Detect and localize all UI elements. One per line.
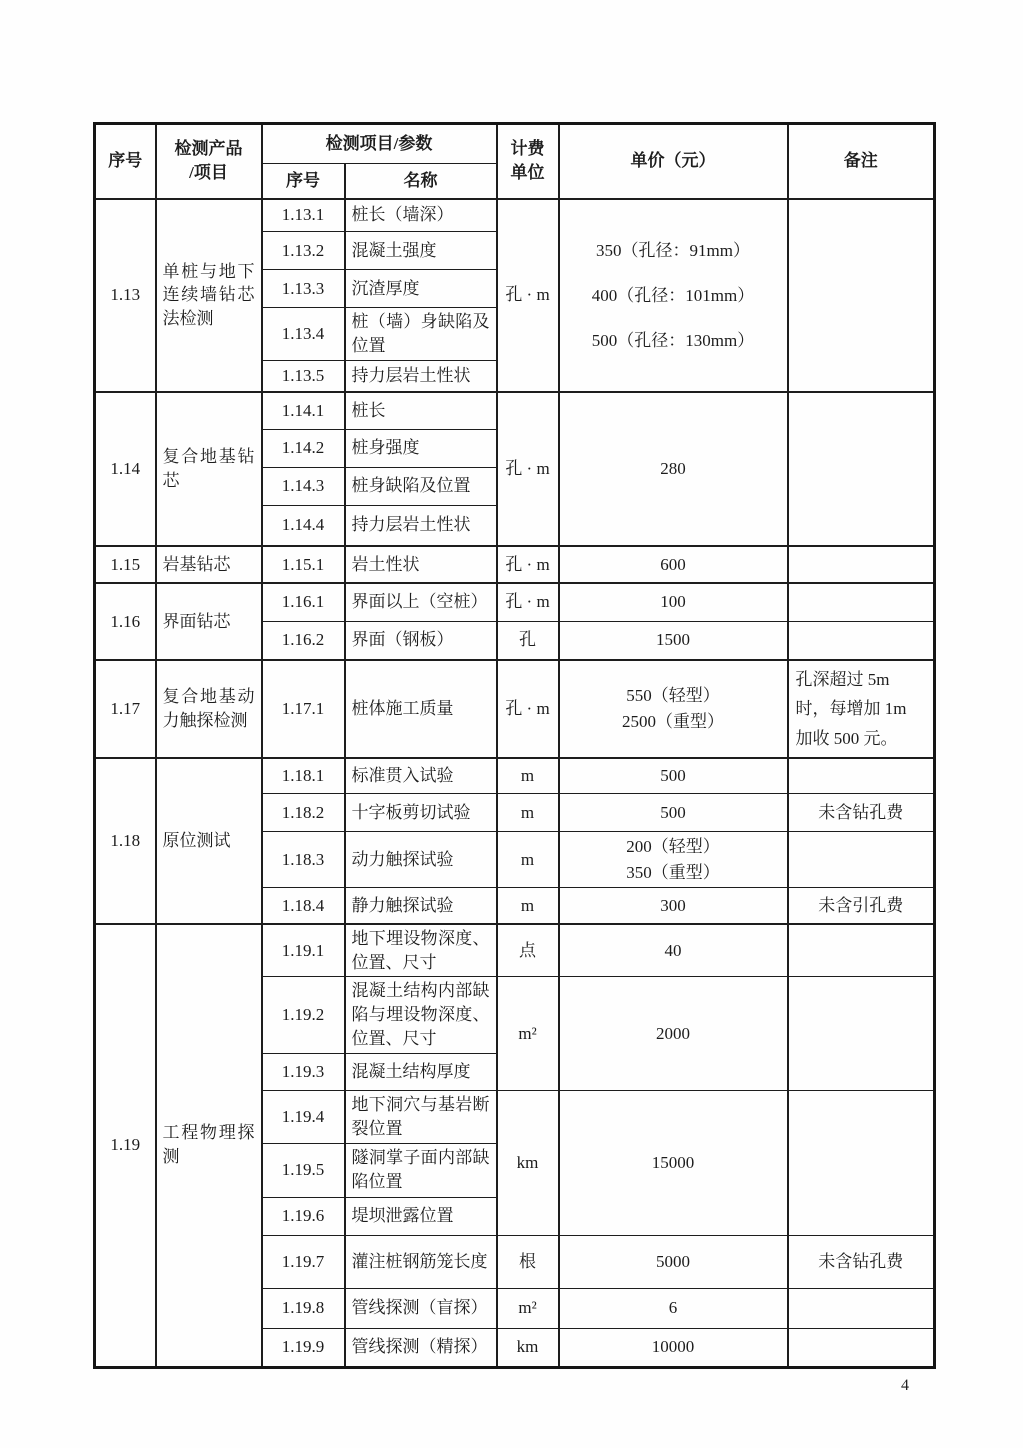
header-name: 名称: [345, 164, 497, 199]
cell-price: 1500: [559, 621, 788, 660]
cell-item-id: 1.19.7: [262, 1235, 345, 1288]
cell-item-name: 桩身强度: [345, 429, 497, 467]
cell-price: 280: [559, 392, 788, 546]
cell-item-name: 混凝土结构厚度: [345, 1053, 497, 1090]
cell-item-name: 桩体施工质量: [345, 660, 497, 758]
cell-product: 单桩与地下连续墙钻芯法检测: [156, 199, 262, 393]
cell-item-id: 1.19.8: [262, 1288, 345, 1328]
price-line: 500（孔径：130mm）: [591, 330, 755, 350]
cell-item-name: 桩长: [345, 392, 497, 429]
cell-item-id: 1.18.3: [262, 832, 345, 888]
cell-item-name: 界面（钢板）: [345, 621, 497, 660]
cell-item-id: 1.19.9: [262, 1328, 345, 1367]
cell-item-name: 混凝土结构内部缺陷与埋设物深度、位置、尺寸: [345, 977, 497, 1053]
cell-item-id: 1.13.4: [262, 308, 345, 361]
cell-item-name: 持力层岩土性状: [345, 360, 497, 392]
cell-price: 300: [559, 888, 788, 924]
cell-unit: 孔 · m: [497, 660, 559, 758]
cell-item-name: 地下埋设物深度、位置、尺寸: [345, 924, 497, 977]
cell-section-id: 1.17: [95, 660, 156, 758]
cell-remark: [788, 924, 935, 977]
header-sub-xuhao: 序号: [262, 164, 345, 199]
header-unit-line2: 单位: [510, 163, 545, 183]
cell-unit: m: [497, 888, 559, 924]
cell-unit: 根: [497, 1235, 559, 1288]
header-unit: [497, 124, 559, 199]
cell-product: 原位测试: [156, 758, 262, 924]
cell-item-id: 1.19.2: [262, 977, 345, 1053]
price-line: 350（孔径：91mm）: [596, 240, 750, 260]
cell-item-id: 1.13.1: [262, 199, 345, 232]
cell-remark: 孔深超过 5m 时，每增加 1m 加收 500 元。: [788, 660, 935, 758]
cell-remark: [788, 621, 935, 660]
cell-item-id: 1.16.2: [262, 621, 345, 660]
header-remark: 备注: [788, 124, 935, 199]
cell-item-name: 动力触探试验: [345, 832, 497, 888]
cell-price: 40: [559, 924, 788, 977]
cell-item-id: 1.19.6: [262, 1197, 345, 1235]
cell-item-name: 十字板剪切试验: [345, 794, 497, 832]
cell-item-name: 隧洞掌子面内部缺陷位置: [345, 1143, 497, 1197]
cell-item-id: 1.13.5: [262, 360, 345, 392]
cell-remark: [788, 1288, 935, 1328]
cell-remark: [788, 199, 935, 393]
cell-item-id: 1.19.4: [262, 1090, 345, 1143]
cell-unit: 孔: [497, 621, 559, 660]
cell-item-id: 1.18.2: [262, 794, 345, 832]
cell-price: 6: [559, 1288, 788, 1328]
cell-unit: 孔 · m: [497, 583, 559, 621]
cell-price: 500: [559, 794, 788, 832]
cell-unit: 点: [497, 924, 559, 977]
cell-unit: m: [497, 758, 559, 794]
cell-item-id: 1.17.1: [262, 660, 345, 758]
cell-item-id: 1.13.3: [262, 270, 345, 308]
cell-item-id: 1.16.1: [262, 583, 345, 621]
cell-price: [559, 660, 788, 758]
cell-item-id: 1.19.3: [262, 1053, 345, 1090]
cell-price: 100: [559, 583, 788, 621]
cell-section-id: 1.16: [95, 583, 156, 660]
cell-item-id: 1.18.4: [262, 888, 345, 924]
cell-item-name: 混凝土强度: [345, 232, 497, 270]
cell-section-id: 1.15: [95, 546, 156, 583]
header-product-line2: /项目: [189, 163, 228, 183]
cell-remark: 未含引孔费: [788, 888, 935, 924]
cell-item-id: 1.19.1: [262, 924, 345, 977]
cell-price: 600: [559, 546, 788, 583]
cell-product: 界面钻芯: [156, 583, 262, 660]
header-xuhao: 序号: [95, 124, 156, 199]
cell-remark: 未含钻孔费: [788, 1235, 935, 1288]
fee-schedule-table: [93, 122, 936, 1369]
page-number: 4: [901, 1377, 909, 1394]
cell-price: 15000: [559, 1090, 788, 1235]
cell-item-name: 地下洞穴与基岩断裂位置: [345, 1090, 497, 1143]
cell-product: 工程物理探测: [156, 924, 262, 1367]
cell-remark: [788, 832, 935, 888]
cell-item-name: 持力层岩土性状: [345, 505, 497, 546]
cell-item-name: 标准贯入试验: [345, 758, 497, 794]
cell-item-name: 管线探测（精探）: [345, 1328, 497, 1367]
cell-item-id: 1.14.4: [262, 505, 345, 546]
cell-price: 500: [559, 758, 788, 794]
cell-unit: 孔 · m: [497, 546, 559, 583]
cell-item-name: 沉渣厚度: [345, 270, 497, 308]
cell-unit: km: [497, 1090, 559, 1235]
cell-unit: m: [497, 832, 559, 888]
cell-product: 岩基钻芯: [156, 546, 262, 583]
cell-item-id: 1.15.1: [262, 546, 345, 583]
cell-remark: [788, 1090, 935, 1235]
cell-section-id: 1.19: [95, 924, 156, 1367]
cell-item-name: 静力触探试验: [345, 888, 497, 924]
cell-item-name: 桩身缺陷及位置: [345, 467, 497, 505]
cell-remark: [788, 1328, 935, 1367]
cell-price: 5000: [559, 1235, 788, 1288]
cell-section-id: 1.14: [95, 392, 156, 546]
cell-item-id: 1.14.2: [262, 429, 345, 467]
cell-unit: m²: [497, 977, 559, 1090]
header-product-line1: 检测产品: [174, 139, 243, 159]
cell-item-id: 1.14.1: [262, 392, 345, 429]
header-param-group: 检测项目/参数: [262, 124, 497, 164]
cell-item-name: 岩土性状: [345, 546, 497, 583]
header-price: 单价（元）: [559, 124, 788, 199]
cell-price: [559, 199, 788, 393]
price-line: 2500（重型）: [622, 711, 725, 731]
cell-product: 复合地基钻芯: [156, 392, 262, 546]
cell-remark: 未含钻孔费: [788, 794, 935, 832]
cell-item-id: 1.13.2: [262, 232, 345, 270]
cell-item-name: 界面以上（空桩）: [345, 583, 497, 621]
price-line: 400（孔径：101mm）: [591, 285, 755, 305]
cell-item-name: 灌注桩钢筋笼长度: [345, 1235, 497, 1288]
cell-unit: 孔 · m: [497, 392, 559, 546]
cell-item-id: 1.14.3: [262, 467, 345, 505]
cell-price: [559, 832, 788, 888]
cell-section-id: 1.13: [95, 199, 156, 393]
cell-unit: m²: [497, 1288, 559, 1328]
cell-unit: km: [497, 1328, 559, 1367]
cell-remark: [788, 546, 935, 583]
price-line: 350（重型）: [626, 862, 720, 882]
cell-item-id: 1.18.1: [262, 758, 345, 794]
cell-price: 10000: [559, 1328, 788, 1367]
cell-remark: [788, 392, 935, 546]
cell-item-name: 桩长（墙深）: [345, 199, 497, 232]
cell-unit: 孔 · m: [497, 199, 559, 393]
header-unit-line1: 计费: [510, 139, 545, 159]
cell-section-id: 1.18: [95, 758, 156, 924]
cell-product: 复合地基动力触探检测: [156, 660, 262, 758]
cell-price: 2000: [559, 977, 788, 1090]
header-product: [156, 124, 262, 199]
price-line: 550（轻型）: [626, 686, 720, 706]
cell-item-name: 桩（墙）身缺陷及位置: [345, 308, 497, 361]
cell-remark: [788, 758, 935, 794]
cell-remark: [788, 977, 935, 1090]
price-line: 200（轻型）: [626, 837, 720, 857]
cell-unit: m: [497, 794, 559, 832]
cell-item-id: 1.19.5: [262, 1143, 345, 1197]
cell-item-name: 管线探测（盲探）: [345, 1288, 497, 1328]
cell-remark: [788, 583, 935, 621]
cell-item-name: 堤坝泄露位置: [345, 1197, 497, 1235]
